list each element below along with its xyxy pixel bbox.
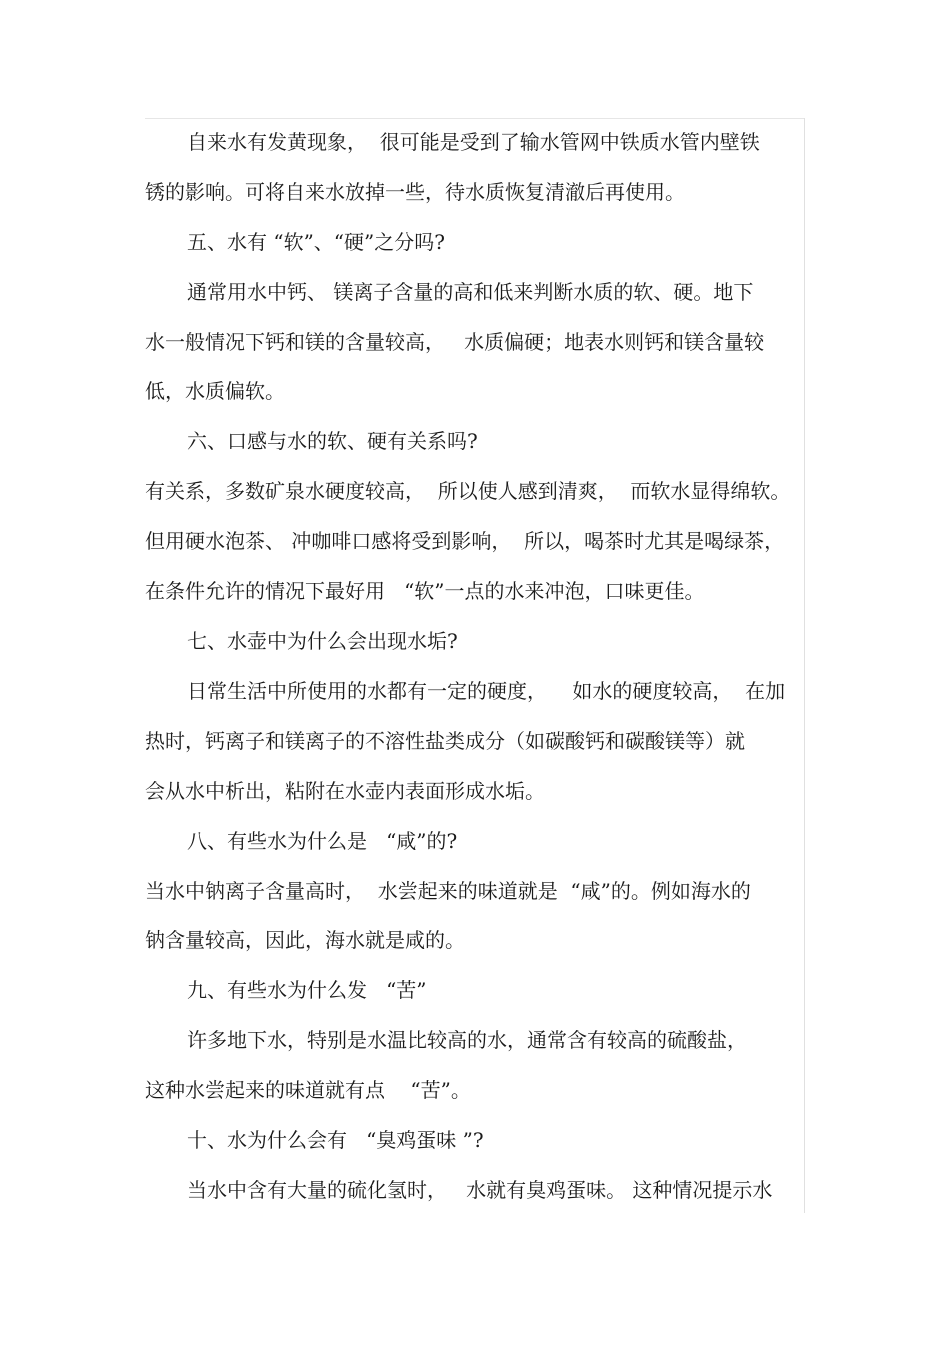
section-heading: 七、水壶中为什么会出现水垢? <box>187 629 458 653</box>
section-heading: 十、水为什么会有 “臭鸡蛋味 ”? <box>187 1128 484 1152</box>
paragraph-line: 有关系，多数矿泉水硬度较高， 所以使人感到清爽， 而软水显得绵软。 <box>145 479 791 503</box>
paragraph-line: 自来水有发黄现象， 很可能是受到了输水管网中铁质水管内壁铁 <box>187 130 760 154</box>
paragraph-line: 这种水尝起来的味道就有点 “苦”。 <box>145 1078 471 1102</box>
paragraph-line: 日常生活中所使用的水都有一定的硬度， 如水的硬度较高， 在加 <box>187 679 786 703</box>
paragraph-line: 但用硬水泡茶、 冲咖啡口感将受到影响， 所以，喝茶时尤其是喝绿茶， <box>145 529 785 553</box>
paragraph-line: 热时，钙离子和镁离子的不溶性盐类成分（如碳酸钙和碳酸镁等）就 <box>145 729 745 753</box>
paragraph-line: 通常用水中钙、 镁离子含量的高和低来判断水质的软、硬。地下 <box>187 280 754 304</box>
paragraph-line: 许多地下水，特别是水温比较高的水，通常含有较高的硫酸盐， <box>187 1028 747 1052</box>
paragraph-line: 水一般情况下钙和镁的含量较高， 水质偏硬；地表水则钙和镁含量较 <box>145 330 765 354</box>
paragraph-line: 钠含量较高，因此，海水就是咸的。 <box>145 928 465 952</box>
section-heading: 八、有些水为什么是 “咸”的? <box>187 829 458 853</box>
section-heading: 五、水有 “软”、“硬”之分吗? <box>187 230 445 254</box>
paragraph-line: 会从水中析出，粘附在水壶内表面形成水垢。 <box>145 779 545 803</box>
paragraph-line: 锈的影响。可将自来水放掉一些，待水质恢复清澈后再使用。 <box>145 180 685 204</box>
paragraph-line: 当水中含有大量的硫化氢时， 水就有臭鸡蛋味。 这种情况提示水 <box>187 1178 773 1202</box>
section-heading: 九、有些水为什么发 “苦” <box>187 978 427 1002</box>
paragraph-line: 低，水质偏软。 <box>145 379 285 403</box>
paragraph-line: 在条件允许的情况下最好用 “软”一点的水来冲泡，口味更佳。 <box>145 579 705 603</box>
paragraph-line: 当水中钠离子含量高时， 水尝起来的味道就是 “咸”的。例如海水的 <box>145 879 751 903</box>
section-heading: 六、口感与水的软、硬有关系吗? <box>187 429 478 453</box>
page-border-top <box>145 118 805 119</box>
